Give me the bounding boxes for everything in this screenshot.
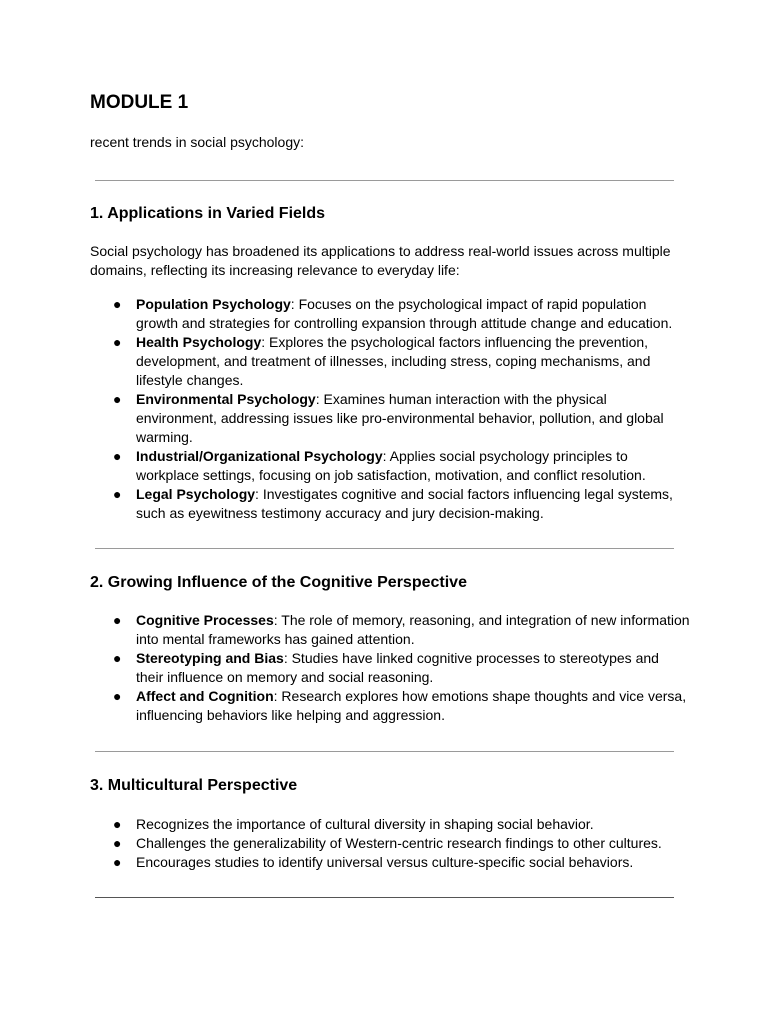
list-item [90,853,690,872]
horizontal-rule [95,751,674,752]
item-text: Encourages studies to identify universal versus culture-specific social behaviors. [136,854,634,870]
bullet-icon: ● [113,334,122,350]
bullet-icon: ● [113,854,122,870]
applications-list [90,295,690,523]
bullet-icon: ● [113,391,122,407]
bullet-icon: ● [113,448,122,464]
bullet-icon: ● [113,486,122,502]
list-item [90,649,690,687]
item-text: : Examines human interaction with the physical environment, addressing issues like pro-environmental behavior, pollution, and global warming. [136,391,664,445]
list-item [90,295,690,333]
horizontal-rule [95,897,674,898]
item-term: Environmental Psychology [136,391,316,407]
item-term: Cognitive Processes [136,612,274,628]
item-text: : The role of memory, reasoning, and integration of new information into mental frameworks has gained attention. [136,612,690,647]
list-item [90,447,690,485]
item-text: : Explores the psychological factors influencing the prevention, development, and treatment of illnesses, including stress, coping mechanisms, and lifestyle changes. [136,334,651,388]
item-text: : Studies have linked cognitive processes to stereotypes and their influence on memory and social reasoning. [136,650,659,685]
bullet-icon: ● [113,296,122,312]
section-heading-multicultural: 3. Multicultural Perspective [90,777,298,794]
item-term: Affect and Cognition [136,688,274,704]
item-term: Health Psychology [136,334,262,350]
item-text: Recognizes the importance of cultural diversity in shaping social behavior. [136,816,594,832]
horizontal-rule [95,180,674,181]
horizontal-rule [95,548,674,549]
cognitive-list [90,611,690,725]
bullet-icon: ● [113,612,122,628]
intro-text: recent trends in social psychology: [90,134,304,150]
bullet-icon: ● [113,688,122,704]
section-paragraph: Social psychology has broadened its applications to address real-world issues across multiple domains, reflecting its increasing relevance to everyday life: [90,243,671,278]
item-text: : Research explores how emotions shape thoughts and vice versa, influencing behaviors like helping and aggression. [136,688,687,723]
item-term: Stereotyping and Bias [136,650,284,666]
list-item [90,687,690,725]
list-item [90,485,690,523]
item-text: : Focuses on the psychological impact of rapid population growth and strategies for controlling expansion through attitude change and education. [136,296,673,331]
multicultural-list [90,815,690,872]
bullet-icon: ● [113,650,122,666]
item-term: Industrial/Organizational Psychology [136,448,383,464]
list-item [90,390,690,447]
item-text: : Applies social psychology principles to workplace settings, focusing on job satisfaction, motivation, and conflict resolution. [136,448,646,483]
list-item [90,815,690,834]
item-term: Legal Psychology [136,486,256,502]
item-text: Challenges the generalizability of Western-centric research findings to other cultures. [136,835,662,851]
list-item [90,333,690,390]
list-item [90,611,690,649]
section-heading-cognitive: 2. Growing Influence of the Cognitive Perspective [90,574,467,591]
bullet-icon: ● [113,835,122,851]
bullet-icon: ● [113,816,122,832]
section-heading-applications: 1. Applications in Varied Fields [90,205,326,222]
module-title: MODULE 1 [90,92,189,113]
list-item [90,834,690,853]
item-term: Population Psychology [136,296,291,312]
item-text: : Investigates cognitive and social factors influencing legal systems, such as eyewitness testimony accuracy and jury decision-making. [136,486,673,521]
